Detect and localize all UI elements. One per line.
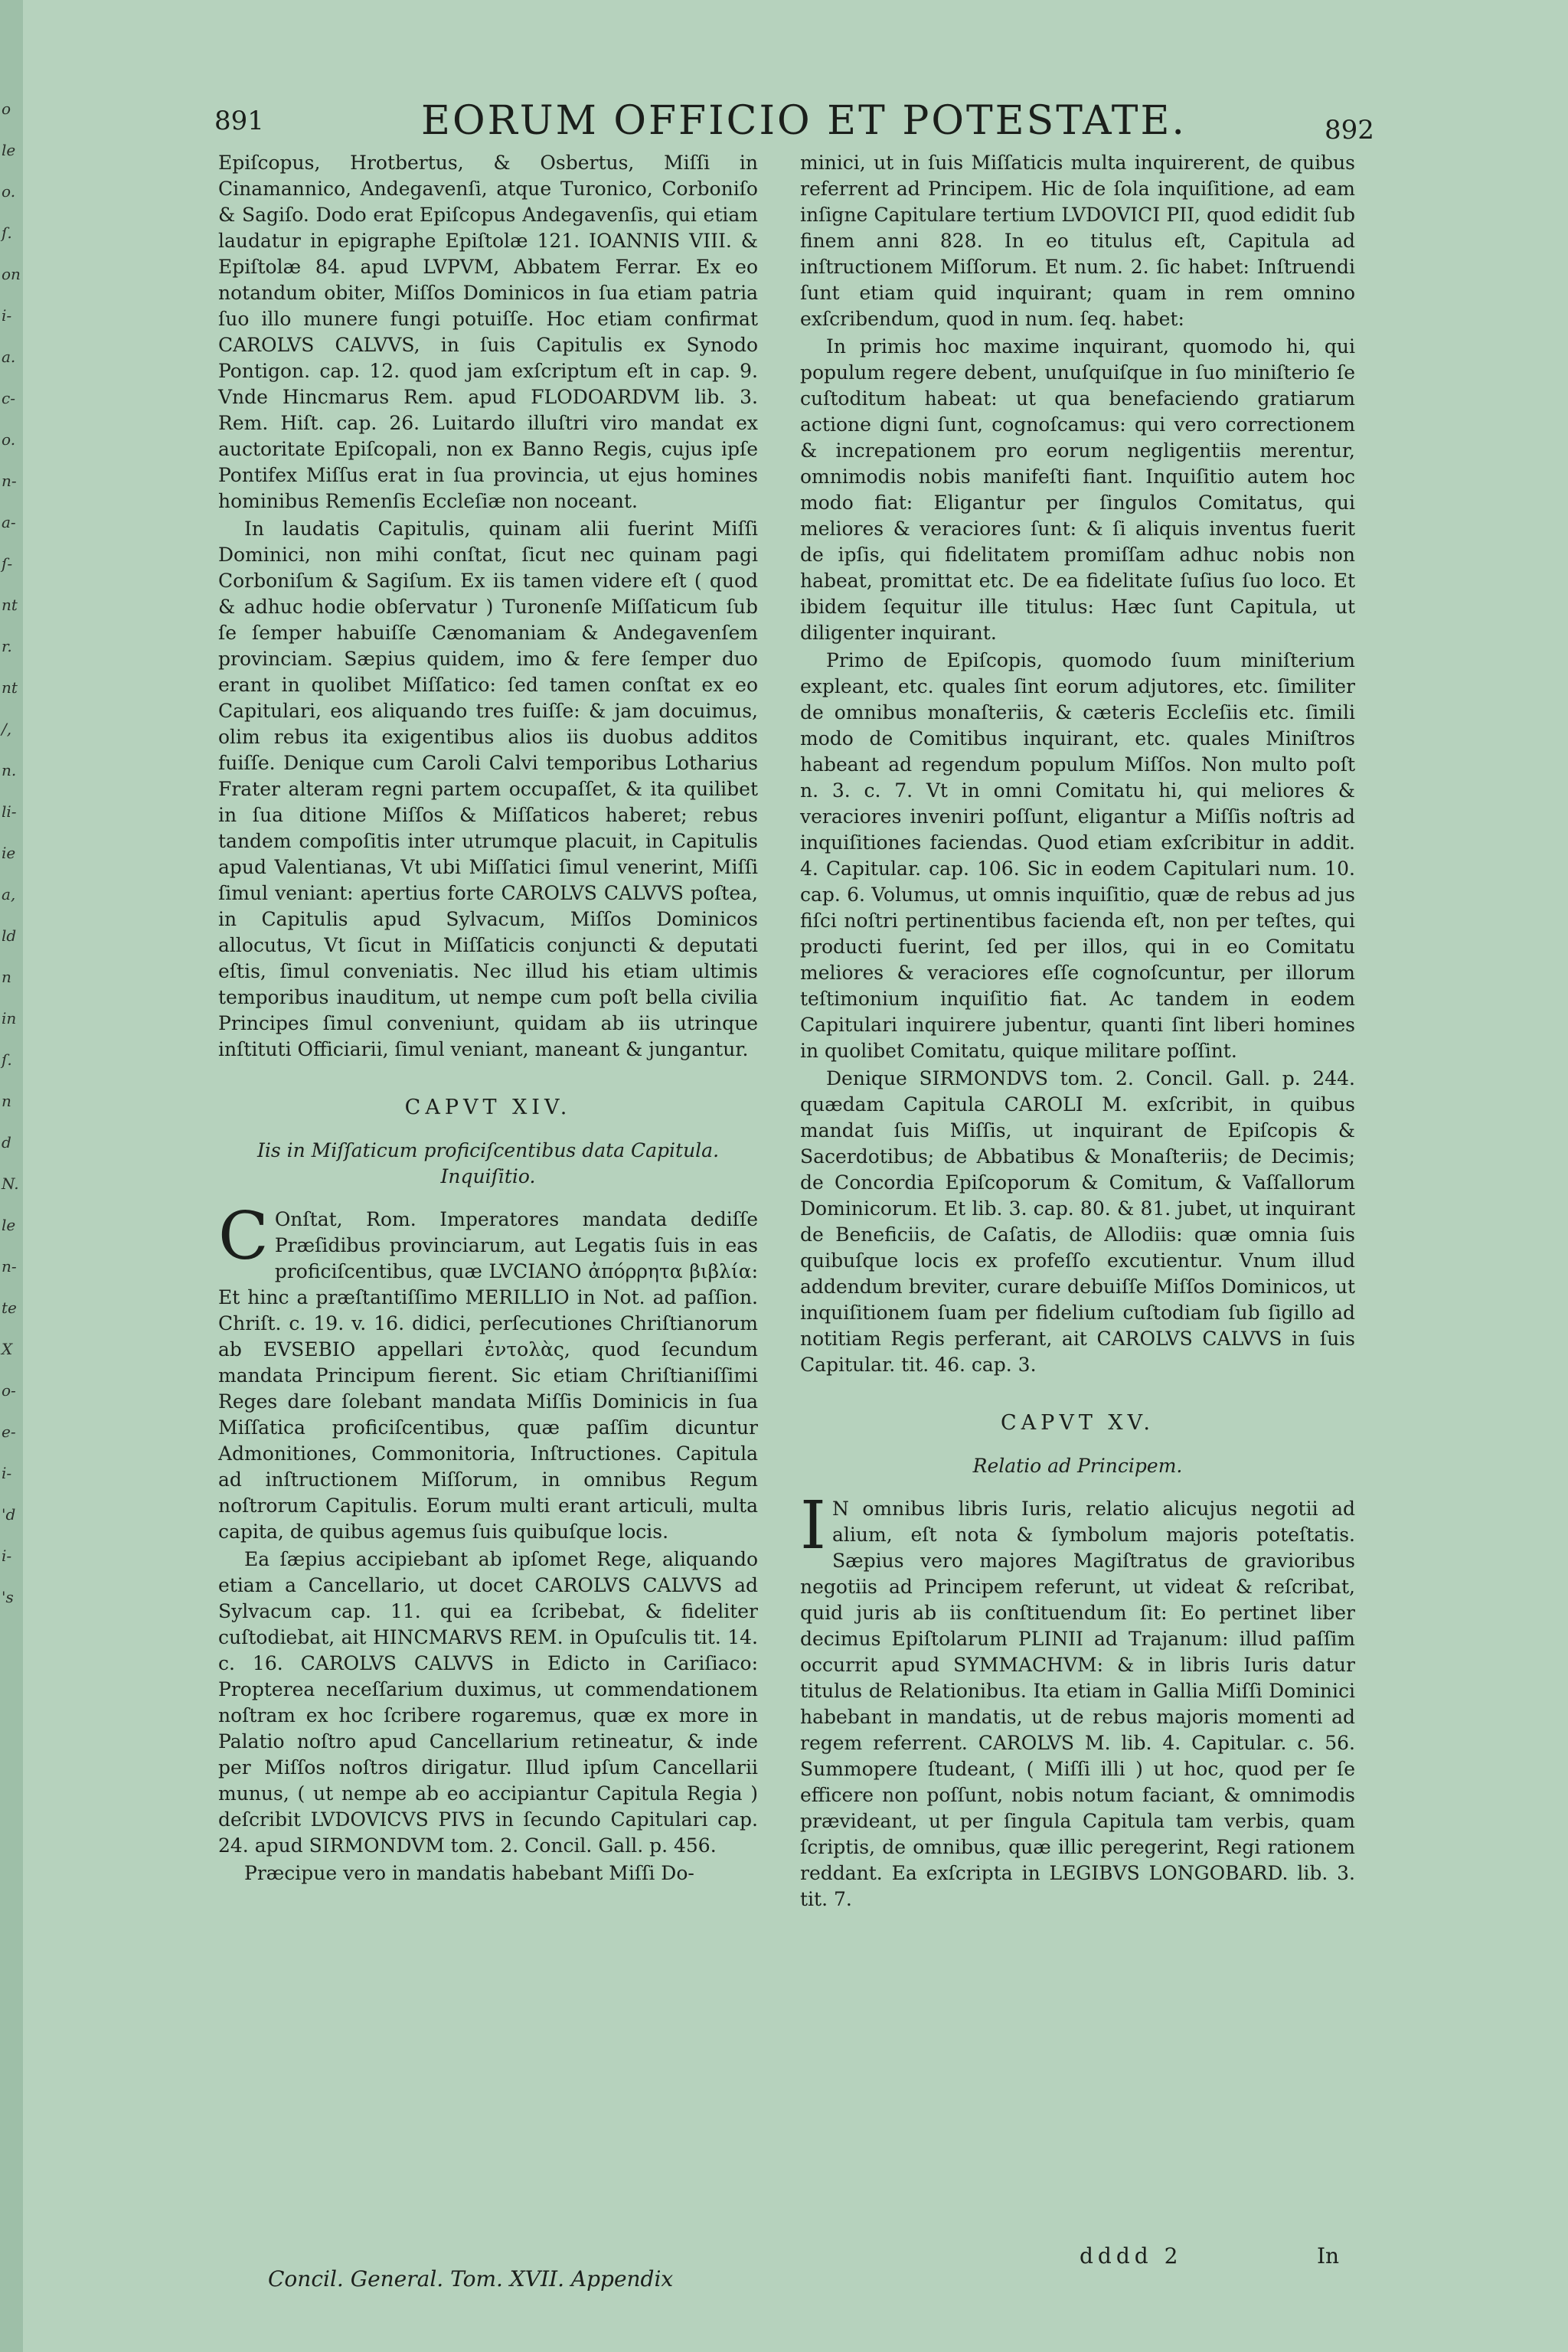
- paragraph: [800, 150, 1355, 332]
- paragraph: [800, 648, 1355, 1064]
- margin-fragment: on: [2, 265, 21, 283]
- margin-fragment: a.: [2, 348, 16, 366]
- margin-fragment: 'd: [2, 1505, 16, 1524]
- paragraph-text: Denique SIRMONDVS tom. 2. Concil. Gall. p. 244. quædam Capitula CAROLI M. exſcribit, in quibus mandat ſuis Miſſis, ut inquirant de Epiſcopis & Sacerdotibus; de Abbatibus & Monaſteriis; de Decimis; de Concordia Epiſcoporum & Comitum, & Vaſſallorum Dominicorum. Et lib. 3. cap. 80. & 81. jubet, ut inquirant de Beneficiis, de Caſatis, de Allodiis: quæ omnia ſuis quibuſque locis ex profeſſo excutientur. Vnum illud addendum breviter, curare debuiſſe Miſſos Dominicos, ut inquiſitionem ſuam per fidelium cuſtodiam ſub ſigillo ad notitiam Regis perferant, ait CAROLVS CALVVS in ſuis Capitular. tit. 46. cap. 3.: [800, 1067, 1355, 1376]
- paragraph: [218, 1198, 758, 1545]
- margin-fragment: n-: [2, 1257, 17, 1276]
- margin-fragment: i-: [2, 1547, 12, 1565]
- margin-fragment: d: [2, 1133, 11, 1152]
- paragraph: [218, 1547, 758, 1859]
- signature-mark: dddd 2: [1080, 2243, 1183, 2269]
- margin-fragment: o: [2, 100, 11, 118]
- margin-fragment: ie: [2, 844, 16, 862]
- margin-fragment: ſ.: [2, 224, 12, 242]
- margin-fragment: o.: [2, 182, 16, 201]
- paragraph-text: Epiſcopus, Hrotbertus, & Osbertus, Miſſi in Cinamannico, Andegavenſi, atque Turonico, Corboniſo & Sagiſo. Dodo erat Epiſcopus Andegavenſis, qui etiam laudatur in epigraphe Epiſtolæ 121. IOANNIS VIII. & Epiſtolæ 84. apud LVPVM, Abbatem Ferrar. Ex eo notandum obiter, Miſſos Dominicos in ſua etiam patria ſuo illo munere fungi potuiſſe. Hoc etiam confirmat CAROLVS CALVVS, in ſuis Capitulis ex Synodo Pontigon. cap. 12. quod jam exſcriptum eſt in cap. 9. Vnde Hincmarus Rem. apud FLODOARDVM lib. 3. Rem. Hiſt. cap. 26. Luitardo illuſtri viro mandat ex auctoritate Epiſcopali, non ex Banno Regis, cujus ipſe Pontifex Miſſus erat in ſua provincia, ut ejus homines hominibus Remenſis Eccleſiæ non noceant.: [218, 152, 758, 512]
- margin-fragment: le: [2, 1216, 16, 1234]
- margin-fragment: ld: [2, 926, 17, 945]
- chapter-subheading: [800, 1453, 1355, 1479]
- margin-fragment: in: [2, 1009, 17, 1027]
- margin-fragment: c-: [2, 389, 15, 407]
- margin-fragment: n: [2, 968, 11, 986]
- paragraph-text: Ea ſæpius accipiebant ab ipſomet Rege, aliquando etiam a Cancellario, ut docet CAROLVS CALVVS ad Sylvacum cap. 11. qui ea ſcribebat, & fideliter cuſtodiebat, ait HINCMARVS REM. in Opuſculis tit. 14. c. 16. CAROLVS CALVVS in Edicto in Cariſiaco: Propterea neceſſarium duximus, ut commendationem noſtram ex hoc ſcribere rogaremus, quæ ex more in Palatio noſtro apud Cancellarium retineatur, & inde per Miſſos noſtros dirigatur. Illud ipſum Cancellarii munus, ( ut nempe ab eo accipiantur Capitula Regia ) deſcribit LVDOVICVS PIVS in ſecundo Capitulari cap. 24. apud SIRMONDVM tom. 2. Concil. Gall. p. 456.: [218, 1548, 758, 1857]
- margin-fragment: a,: [2, 885, 16, 903]
- margin-fragment: n.: [2, 761, 17, 779]
- margin-fragment: ſ.: [2, 1050, 12, 1069]
- paragraph-text: CAPVT XV.: [1001, 1411, 1155, 1435]
- margin-fragment: e-: [2, 1423, 16, 1441]
- chapter-heading: [800, 1410, 1355, 1436]
- margin-fragment: r.: [2, 637, 12, 655]
- paragraph: [800, 1488, 1355, 1913]
- margin-fragment: /,: [2, 720, 12, 738]
- margin-fragment: 's: [2, 1588, 14, 1606]
- running-title: EORUM OFFICIO ET POTESTATE.: [421, 98, 1187, 144]
- paragraph-text: Relatio ad Principem.: [972, 1455, 1183, 1477]
- paragraph-text: In primis hoc maxime inquirant, quomodo hi, qui populum regere debent, unuſquiſque in ſuo miniſterio ſe cuſtoditum habeat: ut qua benefaciendo gratiarum actione digni ſunt, cognoſcamus: qui vero correctionem & increpationem pro eorum negligentiis merentur, omnimodis nobis manifeſti fiant. Inquiſitio autem hoc modo fiat: Eligantur per ſingulos Comitatus, qui meliores & veraciores ſunt: & ſi aliquis inventus fuerit de ipſis, qui fidelitatem promiſſam adhuc nobis non habeat, promittat etc. De ea fidelitate ſuſius ſuo loco. Et ibidem ſequitur ille titulus: Hæc ſunt Capitula, ut diligenter inquirant.: [800, 335, 1355, 644]
- margin-fragment: n: [2, 1092, 11, 1110]
- margin-fragment: te: [2, 1298, 17, 1317]
- margin-fragment: nt: [2, 678, 18, 697]
- adjacent-page-edge: [0, 0, 23, 2352]
- margin-fragment: o-: [2, 1381, 16, 1400]
- paragraph-text: CAPVT XIV.: [404, 1096, 572, 1119]
- paragraph-text: Iis in Miſſaticum proficiſcentibus data Capitula. Inquiſitio.: [256, 1139, 720, 1187]
- paragraph: [218, 516, 758, 1063]
- chapter-heading: [218, 1095, 758, 1121]
- book-page: [23, 0, 1568, 2352]
- page-number-left: 891: [214, 106, 264, 136]
- page-number-right: 892: [1325, 115, 1374, 145]
- paragraph: [218, 1860, 758, 1886]
- paragraph: [800, 334, 1355, 646]
- margin-fragment: le: [2, 141, 16, 159]
- paragraph-text: N omnibus libris Iuris, relatio alicujus negotii ad alium, eſt nota & ſymbolum majoris poteſtatis. Sæpius vero majores Magiſtratus de gravioribus negotiis ad Principem referunt, ut videat & reſcribat, quid juris ab iis conſtituendum ſit: Eo pertinet liber decimus Epiſtolarum PLINII ad Trajanum: illud paſſim occurrit apud SYMMACHVM: & in libris Iuris datur titulus de Relationibus. Ita etiam in Gallia Miſſi Dominici habebant in mandatis, ut de rebus majoris momenti ad regem referrent. CAROLVS M. lib. 4. Capitular. c. 56. Summopere ſtudeant, ( Miſſi illi ) ut hoc, quod per ſe efficere non poſſunt, nobis notum faciant, & omnimodis prævideant, ut per ſingula Capitula tam verbis, quam ſcriptis, de omnibus, quæ illic peregerint, Regi rationem reddant. Ea exſcripta in LEGIBVS LONGOBARD. lib. 3. tit. 7.: [800, 1498, 1355, 1910]
- margin-fragment: ſ-: [2, 554, 13, 573]
- paragraph: [218, 150, 758, 514]
- paragraph: [800, 1066, 1355, 1378]
- margin-fragment: o.: [2, 430, 16, 449]
- paragraph-text: In laudatis Capitulis, quinam alii fuerint Miſſi Dominici, non mihi conſtat, ſicut nec quinam pagi Corboniſum & Sagiſum. Ex iis tamen videre eſt ( quod & adhuc hodie obſervatur ) Turonenſe Miſſaticum ſub ſe ſemper habuiſſe Cænomaniam & Andegavenſem provinciam. Sæpius quidem, imo & fere ſemper duo erant in quolibet Miſſatico: ſed tamen conſtat ex eo Capitulari, eos aliquando tres fuiſſe: & jam docuimus, olim rebus ita exigentibus alios iis duobus additos fuiſſe. Denique cum Caroli Calvi temporibus Lotharius Frater alteram regni partem occupaſſet, & ita quilibet in ſua ditione Miſſos & Miſſaticos haberet; rebus tandem compoſitis inter utrumque placuit, in Capitulis apud Valentianas, Vt ubi Miſſatici ſimul venerint, Miſſi ſimul veniant: apertius forte CAROLVS CALVVS poſtea, in Capitulis apud Sylvacum, Miſſos Dominicos allocutus, Vt ſicut in Miſſaticis conjuncti & deputati eſtis, ſimul conveniatis. Nec illud his etiam ultimis temporibus inauditum, ut nempe cum poſt bella civilia Principes ſimul conveniunt, quidam ab iis utrinque inſtituti Officiarii, ſimul veniant, maneant & jungantur.: [218, 518, 758, 1060]
- right-column: [800, 150, 1355, 1914]
- margin-fragment: n-: [2, 472, 17, 490]
- margin-fragment: N.: [2, 1174, 19, 1193]
- margin-fragment: i-: [2, 306, 12, 325]
- footer-collection-title: Concil. General. Tom. XVII. Appendix: [268, 2266, 674, 2292]
- chapter-subheading: [218, 1138, 758, 1190]
- margin-fragment: i-: [2, 1464, 12, 1482]
- paragraph-text: Primo de Epiſcopis, quomodo ſuum miniſterium expleant, etc. quales ſint eorum adjutores, etc. ſimiliter de omnibus monaſteriis, & cæteris Eccleſiis etc. ſimili modo de Comitibus inquirant, etc. quales Miniſtros habeant ad regendum populum Miſſos. Non multo poſt n. 3. c. 7. Vt in omni Comitatu hi, qui meliores & veraciores inveniri poſſunt, eligantur a Miſſis noſtris ad inquiſitiones faciendas. Quod etiam exſcribitur in addit. 4. Capitular. cap. 106. Sic in eodem Capitulari num. 10. cap. 6. Volumus, ut omnis inquiſitio, quæ de rebus ad jus fiſci noſtri pertinentibus facienda eſt, non per teſtes, qui producti fuerint, ſed per illos, qui in eo Comitatu meliores & veraciores eſſe cognoſcuntur, per illorum teſtimonium inquiſitio fiat. Ac tandem in eodem Capitulari inquirere jubentur, quanti ſint liberi homines in quolibet Comitatu, quique militare poſſint.: [800, 649, 1355, 1062]
- paragraph-text: Præcipue vero in mandatis habebant Miſſi Do-: [244, 1862, 694, 1884]
- paragraph-text: Onſtat, Rom. Imperatores mandata dediſſe Præſidibus provinciarum, aut Legatis ſuis in eas proficiſcentibus, quæ LVCIANO ἀπόρρητα βιβλία: Et hinc a præſtantiſſimo MERILLIO in Not. ad paſſion. Chriſt. c. 19. v. 16. didici, perſecutiones Chriſtianorum ab EVSEBIO appellari ἐντολὰς, quod ſecundum mandata Principum fierent. Sic etiam Chriſtianiſſimi Reges dare ſolebant mandata Miſſis Dominicis in ſua Miſſatica proficiſcentibus, quæ paſſim dicuntur Admonitiones, Commonitoria, Inſtructiones. Capitula ad inſtructionem Miſſorum, in omnibus Regum noſtrorum Capitulis. Eorum multi erant articuli, multa capita, de quibus agemus ſuis quibuſque locis.: [218, 1208, 758, 1543]
- left-column: [218, 150, 758, 1888]
- margin-fragment: li-: [2, 802, 17, 821]
- drop-cap: C: [218, 1198, 269, 1275]
- catchword: In: [1317, 2243, 1340, 2269]
- margin-fragment: X: [2, 1340, 13, 1358]
- paragraph-text: minici, ut in ſuis Miſſaticis multa inquirerent, de quibus referrent ad Principem. Hic de ſola inquiſitione, ad eam inſigne Capitulare tertium LVDOVICI PII, quod edidit ſub finem anni 828. In eo titulus eſt, Capitula ad inſtructionem Miſſorum. Et num. 2. ſic habet: Inſtruendi ſunt etiam quid inquirant; quam in rem omnino exſcribendum, quod in num. ſeq. habet:: [800, 152, 1355, 330]
- margin-fragment: nt: [2, 596, 18, 614]
- drop-cap: I: [800, 1488, 826, 1564]
- margin-fragment: a-: [2, 513, 16, 531]
